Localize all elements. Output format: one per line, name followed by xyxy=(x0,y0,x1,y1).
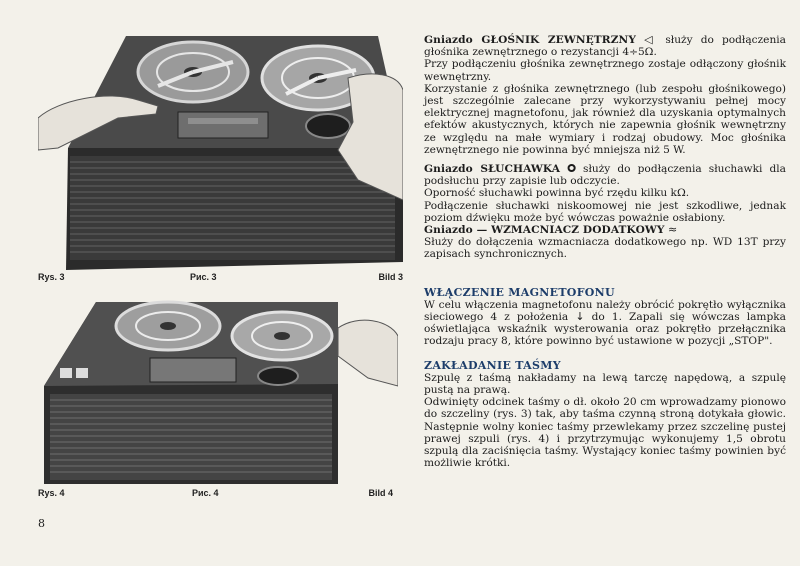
tape-loading-heading: ZAKŁADANIE TAŚMY xyxy=(424,358,561,372)
speaker-section-paragraph: Przy podłączeniu głośnika zewnętrznego zostaje odłączony głośnik wewnętrzny. xyxy=(424,58,786,83)
figure-3-label-de: Bild 3 xyxy=(378,272,403,282)
headphone-section-paragraph: Podłączenie słuchawki niskoomowej nie jest szkodliwe, jednak poziom dźwięku może być wówczas poważnie osłabiony. xyxy=(424,199,786,224)
figure-3-label-pl: Rys. 3 xyxy=(38,272,65,282)
tape-loading-paragraph: Szpulę z taśmą nakładamy na lewą tarczę napędową, a szpulę pustą na prawą. xyxy=(424,371,786,397)
page-number: 8 xyxy=(38,517,45,530)
instructions-text-column xyxy=(424,34,786,470)
power-on-heading: WŁĄCZENIE MAGNETOFONU xyxy=(424,285,615,299)
figure-4-label-de: Bild 4 xyxy=(368,488,393,498)
speaker-section-paragraph: Korzystanie z głośnika zewnętrznego (lub zespołu głośnikowego) jest szczególnie zalecane przy wykorzystywaniu pełnej mocy elektrycznej magnetofonu, jak również dla uzyskania optymalnych efektów akustycznych, których nie zapewnia głośnik wewnętrzny ze względu na małe wymiary i rodzaj obudowy. Moc głośnika zewnętrznego nie powinna być mniejsza niż 5 W. xyxy=(424,82,786,156)
speaker-section-lead-text: służy do podłączenia głośnika zewnętrznego o rezystancji 4÷5Ω. xyxy=(424,34,786,59)
headphone-section-lead-text: służy do podłączenia słuchawki dla podsłuchu przy zapisie lub odczycie. xyxy=(424,163,786,188)
speaker-grille xyxy=(70,156,395,260)
left-reel xyxy=(138,42,248,102)
amplifier-symbol: ≈ xyxy=(667,223,678,237)
figure-4-photo xyxy=(38,296,398,486)
speaker-section-lead xyxy=(424,34,786,58)
figure-3-label-ru: Рис. 3 xyxy=(190,272,217,282)
figure-4-label-ru: Рис. 4 xyxy=(192,488,219,498)
amplifier-section-title: Gniazdo — WZMACNIACZ DODATKOWY xyxy=(424,224,665,237)
figure-4-label-pl: Rys. 4 xyxy=(38,488,65,498)
headphone-section-lead xyxy=(424,163,786,187)
headphone-section-title: Gniazdo SŁUCHAWKA xyxy=(424,163,561,176)
speaker-icon: ◁ xyxy=(644,33,658,46)
figure-3-photo xyxy=(38,30,403,270)
power-off-symbol: ↓ xyxy=(575,310,585,324)
headphone-icon: 🞉 xyxy=(567,162,576,176)
left-reel xyxy=(116,302,220,350)
right-reel xyxy=(232,312,332,360)
power-on-text xyxy=(424,299,786,348)
speaker-section-title: Gniazdo GŁOŚNIK ZEWNĘTRZNY xyxy=(424,34,636,46)
tape-loading-paragraph: Odwinięty odcinek taśmy o dł. około 20 cm wprowadzamy pionowo do szczeliny (rys. 3) tak, aby taśma czynną stroną dotykała głowic. Następnie wolny koniec taśmy przewlekamy przez szczelinę pustej prawej szpuli (rys. 4) i przytrzymując wykonujemy 1,5 obrotu szpulą dla zaciśnięcia taśmy. Wystający koniec taśmy powinien być możliwie krótki. xyxy=(424,396,786,470)
amplifier-section-text: Służy do dołączenia wzmacniacza dodatkowego np. WD 13T przy zapisach synchronicznych. xyxy=(424,236,786,261)
amplifier-section-lead xyxy=(424,224,786,236)
headphone-section-paragraph: Oporność słuchawki powinna być rzędu kilku kΩ. xyxy=(424,187,690,200)
power-on-text-part-1: W celu włączenia magnetofonu należy obrócić pokrętło wyłącznika sieciowego 4 z położenia xyxy=(424,298,786,324)
speaker-grille xyxy=(50,394,332,480)
power-on-text-part-2: do 1. Zapali się wówczas lampka oświetlająca wskaźnik wysterowania oraz pokrętło przełącznika rodzaju pracy 8, które powinno być ustawione w pozycji „STOP". xyxy=(424,311,786,348)
